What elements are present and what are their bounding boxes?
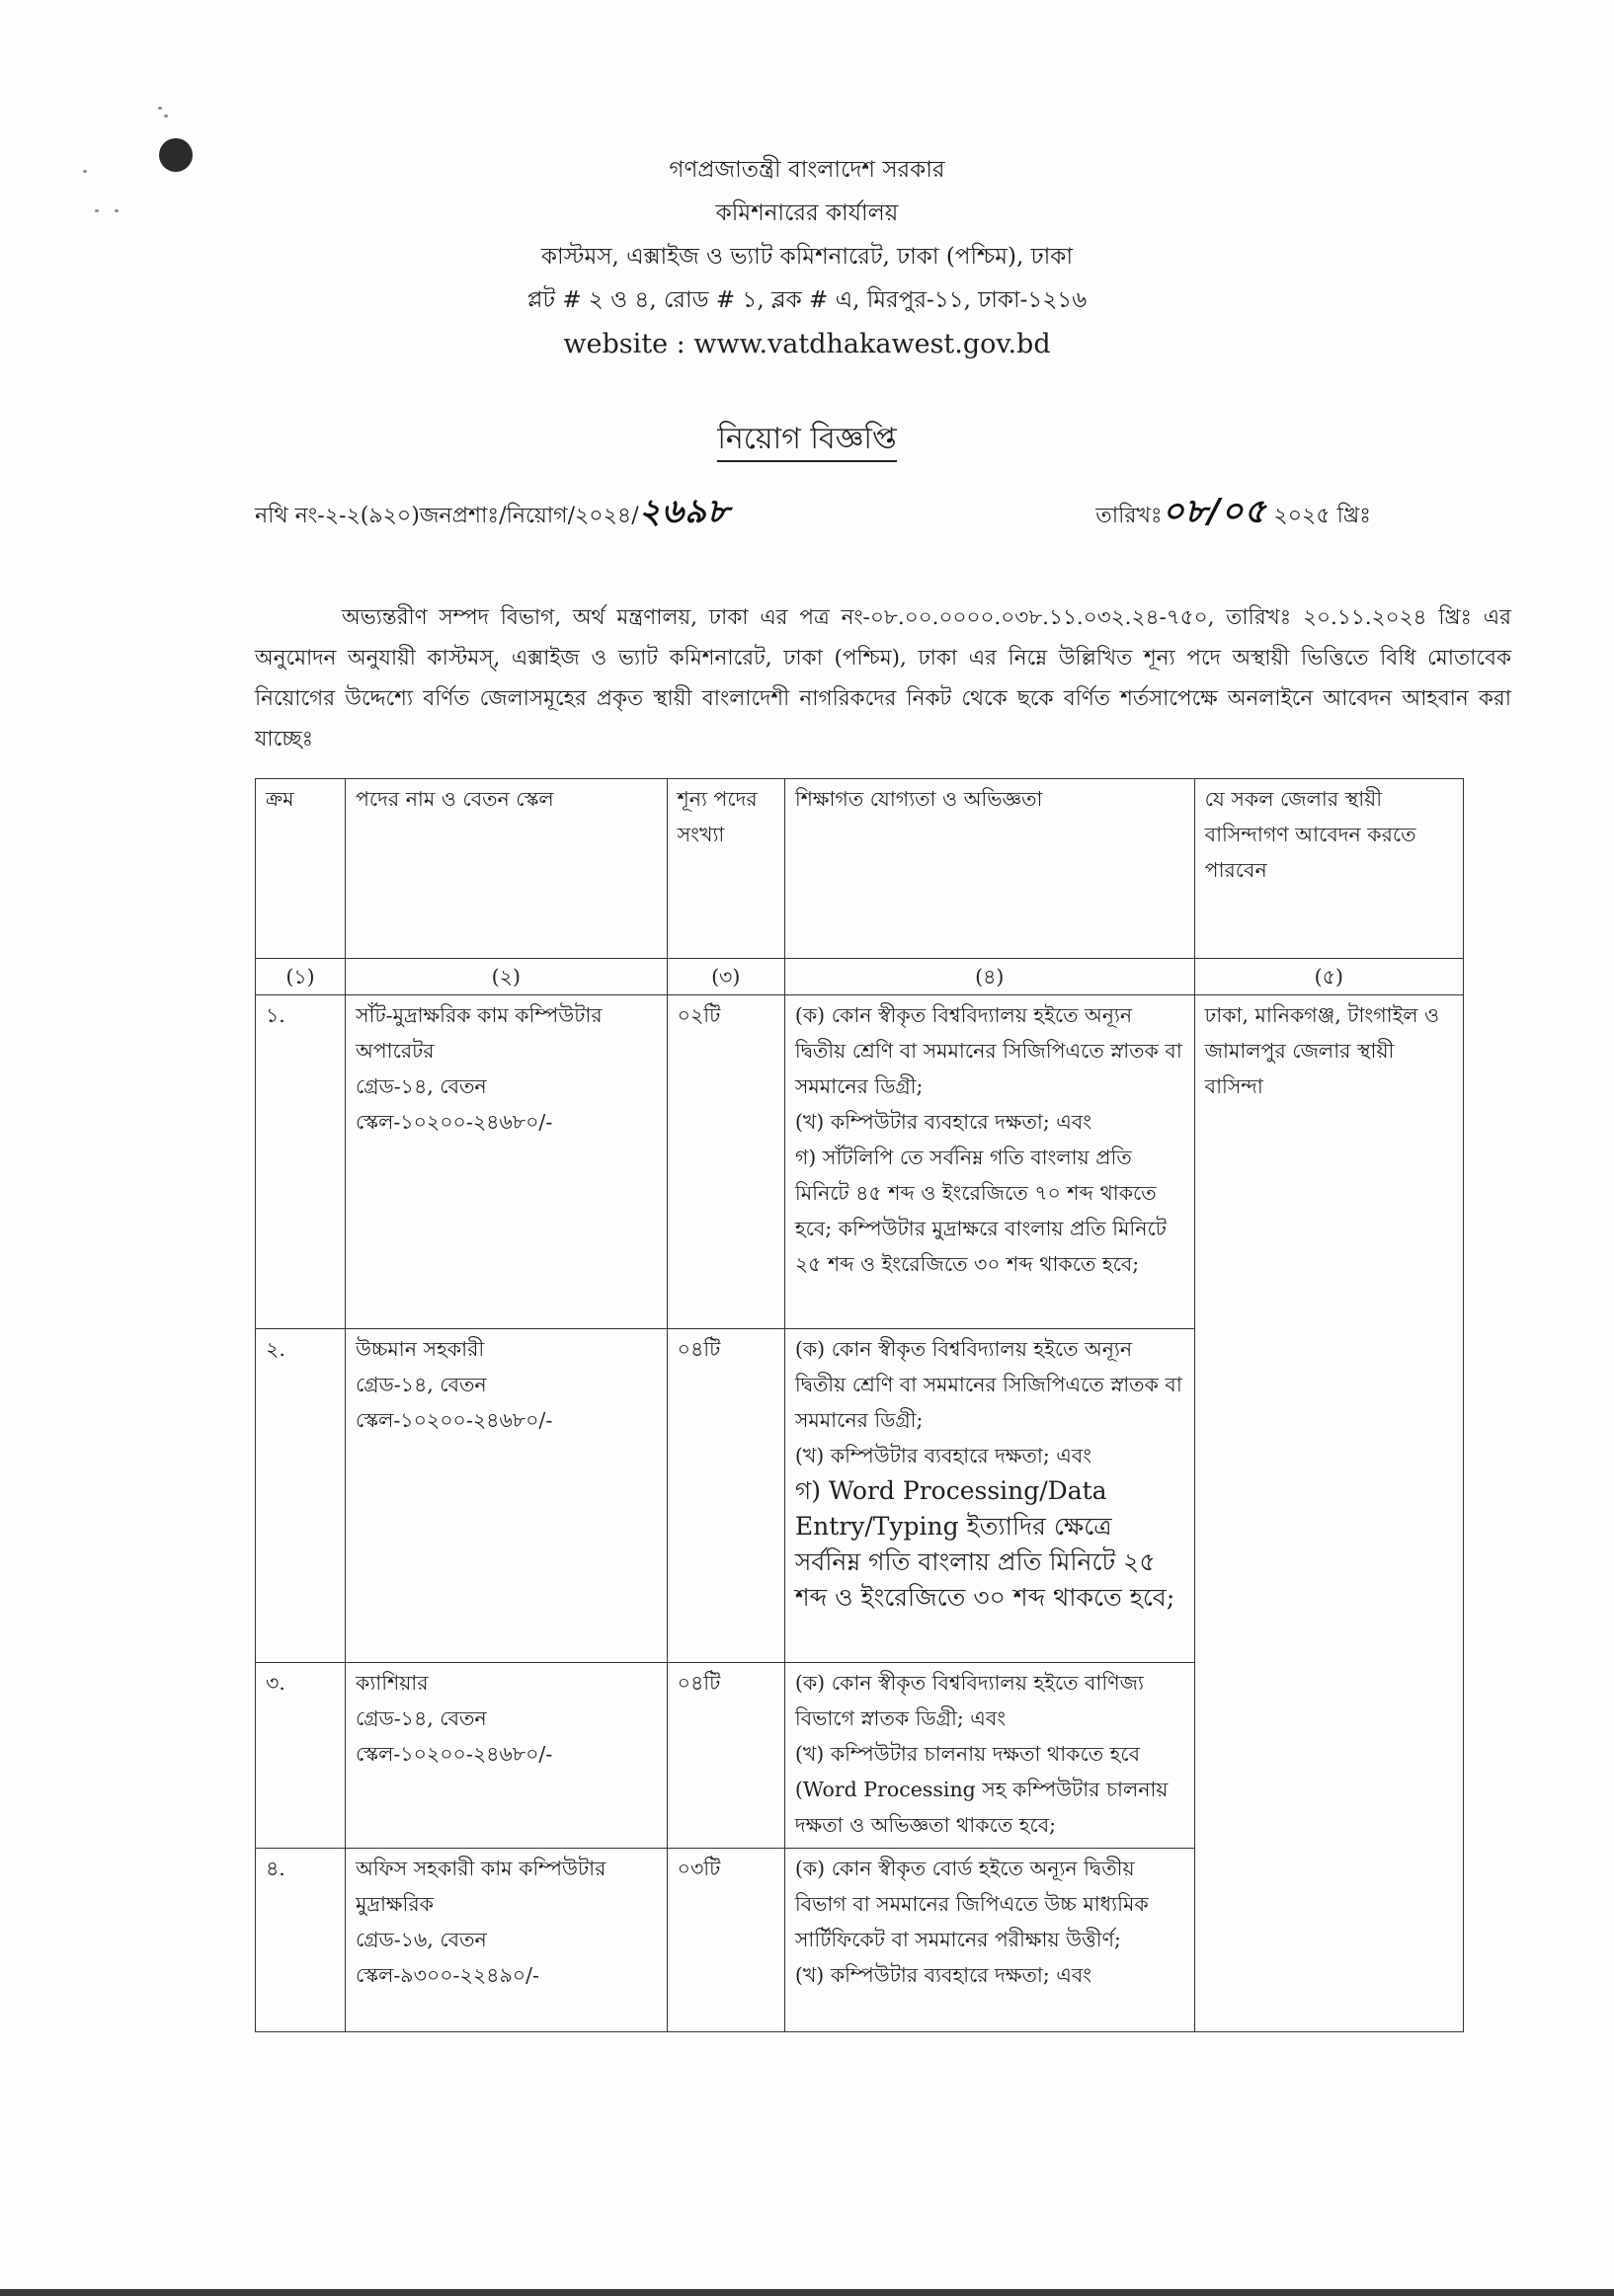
row-qualification xyxy=(784,1849,1194,2032)
row-qualification xyxy=(784,1663,1194,1849)
qualification-item: গ) সাঁটলিপি তে সর্বনিম্ন গতি বাংলায় প্রতি মিনিটে ৪৫ শব্দ ও ইংরেজিতে ৭০ শব্দ থাকতে হবে; কম্পিউটার মুদ্রাক্ষরে বাংলায় প্রতি মিনিটে ২৫ শব্দ ও ইংরেজিতে ৩০ শব্দ থাকতে হবে; xyxy=(794,1146,1167,1276)
row-vacancy: ০৪টি xyxy=(667,1329,784,1663)
scan-speck xyxy=(164,115,168,118)
qualification-item: (ক) কোন স্বীকৃত বিশ্ববিদ্যালয় হইতে বাণিজ্য বিভাগে স্নাতক ডিগ্রী; এবং xyxy=(794,1671,1144,1730)
qualification-item: (ক) কোন স্বীকৃত বোর্ড হইতে অন্যূন দ্বিতীয় বিভাগ বা সমমানের জিপিএতে উচ্চ মাধ্যমিক সার্টিফিকেট বা সমমানের পরীক্ষায় উত্তীর্ণ; xyxy=(794,1857,1149,1951)
header-qualification: শিক্ষাগত যোগ্যতা ও অভিজ্ঞতা xyxy=(784,779,1194,959)
row-post xyxy=(345,1329,667,1663)
pay-scale: গ্রেড-১৪, বেতন স্কেল-১০২০০-২৪৬৮০/- xyxy=(355,1373,553,1432)
col-number: (১) xyxy=(256,959,346,995)
letterhead-website: website : www.vatdhakawest.gov.bd xyxy=(563,329,1051,359)
row-post xyxy=(345,1663,667,1849)
row-vacancy: ০৪টি xyxy=(667,1663,784,1849)
scan-speck xyxy=(158,107,162,110)
row-serial: ৪. xyxy=(256,1849,346,2032)
reference-line xyxy=(255,486,1371,529)
post-name: উচ্চমান সহকারী xyxy=(355,1337,485,1361)
letterhead-govt: গণপ্রজাতন্ত্রী বাংলাদেশ সরকার xyxy=(669,157,945,183)
row-qualification xyxy=(784,1329,1194,1663)
header-post: পদের নাম ও বেতন স্কেল xyxy=(345,779,667,959)
table-row xyxy=(256,995,1464,1329)
row-serial: ২. xyxy=(256,1329,346,1663)
pay-scale: গ্রেড-১৬, বেতন স্কেল-৯৩০০-২২৪৯০/- xyxy=(355,1928,539,1987)
qualification-item: (ক) কোন স্বীকৃত বিশ্ববিদ্যালয় হইতে অন্যূন দ্বিতীয় শ্রেণি বা সমমানের সিজিপিএতে স্নাতক বা সমমানের ডিগ্রী; xyxy=(794,1337,1182,1432)
notice-title: নিয়োগ বিজ্ঞপ্তি xyxy=(0,415,1614,465)
col-number: (২) xyxy=(345,959,667,995)
row-serial: ১. xyxy=(256,995,346,1329)
pay-scale: গ্রেড-১৪, বেতন স্কেল-১০২০০-২৪৬৮০/- xyxy=(355,1074,553,1134)
letterhead-commissionerate: কাস্টমস, এক্সাইজ ও ভ্যাট কমিশনারেট, ঢাকা (পশ্চিম), ঢাকা xyxy=(540,244,1074,270)
notice-date: তারিখঃ০৮/০৫ ২০২৫ খ্রিঃ xyxy=(1095,492,1371,531)
pay-scale: গ্রেড-১৪, বেতন স্কেল-১০২০০-২৪৬৮০/- xyxy=(355,1706,553,1766)
letterhead xyxy=(0,148,1614,367)
scan-edge xyxy=(0,2289,1614,2296)
date-handwritten: ০৮/০৫ xyxy=(1162,492,1267,531)
header-district: যে সকল জেলার স্থায়ী বাসিন্দাগণ আবেদন করতে পারবেন xyxy=(1194,779,1463,959)
qualification-item: (ক) কোন স্বীকৃত বিশ্ববিদ্যালয় হইতে অন্যূন দ্বিতীয় শ্রেণি বা সমমানের সিজিপিএতে স্নাতক বা সমমানের ডিগ্রী; xyxy=(794,1003,1182,1098)
letterhead-office: কমিশনারের কার্যালয় xyxy=(715,200,899,226)
qualification-item: (খ) কম্পিউটার ব্যবহারে দক্ষতা; এবং xyxy=(794,1963,1092,1987)
row-post xyxy=(345,995,667,1329)
row-vacancy: ০২টি xyxy=(667,995,784,1329)
row-qualification xyxy=(784,995,1194,1329)
header-serial: ক্রম xyxy=(256,779,346,959)
post-name: অফিস সহকারী কাম কম্পিউটার মুদ্রাক্ষরিক xyxy=(355,1857,606,1916)
post-name: সাঁট-মুদ্রাক্ষরিক কাম কম্পিউটার অপারেটর xyxy=(355,1003,603,1063)
table-header-row xyxy=(256,779,1464,959)
row-vacancy: ০৩টি xyxy=(667,1849,784,2032)
qualification-item: (খ) কম্পিউটার ব্যবহারে দক্ষতা; এবং xyxy=(794,1444,1092,1467)
post-name: ক্যাশিয়ার xyxy=(355,1671,429,1695)
column-number-row xyxy=(256,959,1464,995)
memo-number: নথি নং-২-২(৯২০)জনপ্রশাঃ/নিয়োগ/২০২৪/২৬৯৮ xyxy=(255,492,730,531)
row-post xyxy=(345,1849,667,2032)
qualification-item: (খ) কম্পিউটার চালনায় দক্ষতা থাকতে হবে (Word Processing সহ কম্পিউটার চালনায় দক্ষতা ও অভিজ্ঞতা থাকতে হবে; xyxy=(794,1742,1169,1837)
memo-handwritten-number: ২৬৯৮ xyxy=(638,492,730,531)
col-number: (৪) xyxy=(784,959,1194,995)
intro-paragraph: অভ্যন্তরীণ সম্পদ বিভাগ, অর্থ মন্ত্রণালয়, ঢাকা এর পত্র নং-০৮.০০.০০০০.০৩৮.১১.০৩২.২৪-৭৫০, তারিখঃ ২০.১১.২০২৪ খ্রিঃ এর অনুমোদন অনুযায়ী কাস্টমস্‌, এক্সাইজ ও ভ্যাট কমিশনারেট, ঢাকা (পশ্চিম), ঢাকা এর নিম্নে উল্লিখিত শূন্য পদে অস্থায়ী ভিত্তিতে বিধি মোতাবেক নিয়োগের উদ্দেশ্যে বর্ণিত জেলাসমূহের প্রকৃত স্থায়ী বাংলাদেশী নাগরিকদের নিকট থেকে ছকে বর্ণিত শর্তসাপেক্ষে অনলাইনে আবেদন আহবান করা যাচ্ছেঃ xyxy=(255,605,1511,752)
qualification-item: গ) Word Processing/Data Entry/Typing ইত্যাদির ক্ষেত্রে সর্বনিম্ন গতি বাংলায় প্রতি মিনিটে ২৫ শব্দ ও ইংরেজিতে ৩০ শব্দ থাকতে হবে; xyxy=(794,1476,1175,1612)
header-vacancy: শূন্য পদের সংখ্যা xyxy=(667,779,784,959)
row-serial: ৩. xyxy=(256,1663,346,1849)
letterhead-address: প্লট # ২ ও ৪, রোড # ১, ব্লক # এ, মিরপুর-১১, ঢাকা-১২১৬ xyxy=(526,287,1088,313)
col-number: (৩) xyxy=(667,959,784,995)
row-district: ঢাকা, মানিকগঞ্জ, টাংগাইল ও জামালপুর জেলার স্থায়ী বাসিন্দা xyxy=(1194,995,1463,2032)
col-number: (৫) xyxy=(1194,959,1463,995)
qualification-item: (খ) কম্পিউটার ব্যবহারে দক্ষতা; এবং xyxy=(794,1110,1092,1134)
vacancy-table xyxy=(255,778,1464,2032)
